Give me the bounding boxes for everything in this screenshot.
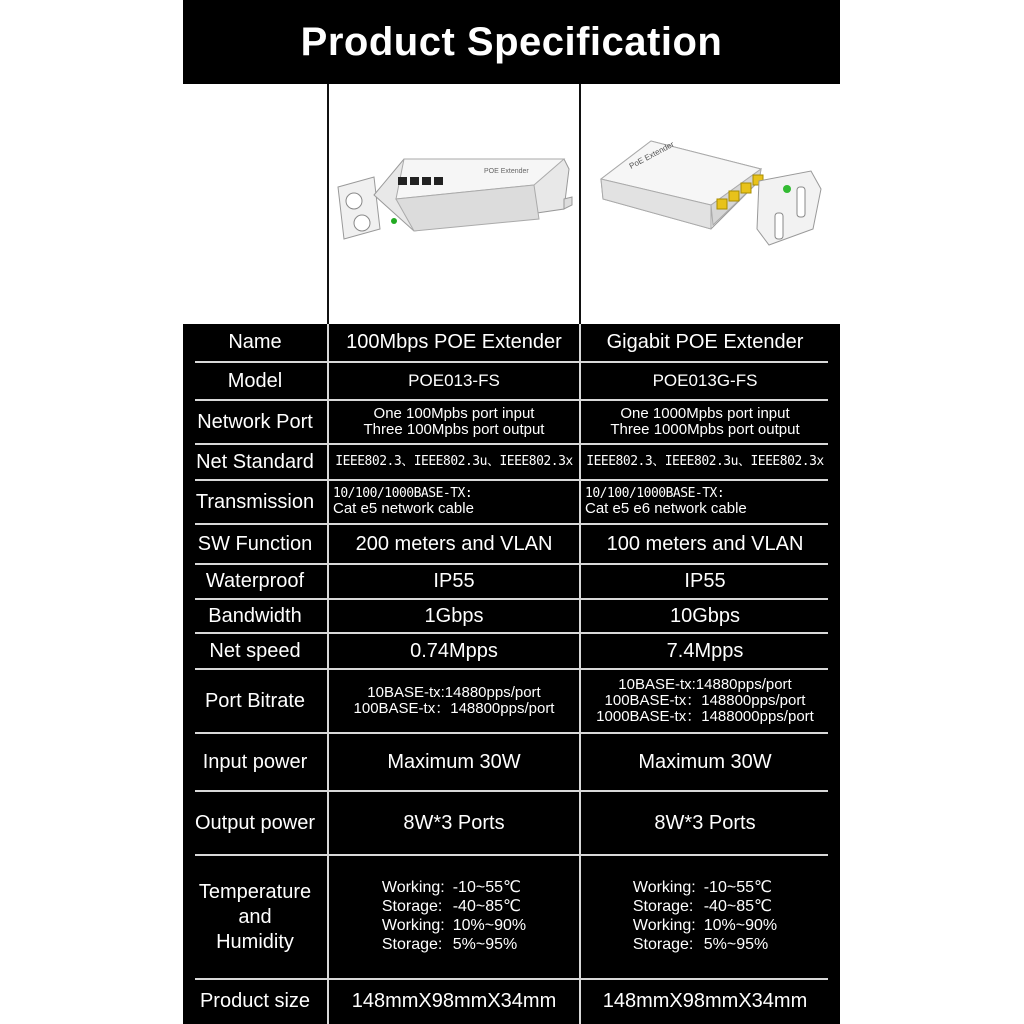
line: Humidity <box>216 930 294 953</box>
table-row <box>183 634 840 670</box>
row-label: Net speed <box>209 639 301 662</box>
value-100mbps: POE013-FS <box>408 371 500 391</box>
line: and <box>238 905 272 928</box>
value-100mbps: 200 meters and VLAN <box>355 532 553 555</box>
temp-value: 10%~90% <box>703 917 778 934</box>
value-100mbps: IEEE802.3、IEEE802.3u、IEEE802.3x <box>335 454 573 470</box>
line: Cat e5 network cable <box>333 499 474 517</box>
temp-key: Storage: <box>381 898 443 916</box>
row-label: Product size <box>199 989 311 1012</box>
table-row <box>183 445 840 481</box>
table-row <box>183 734 840 792</box>
product-images <box>183 84 840 324</box>
row-label: Transmission <box>195 490 315 513</box>
row-label: Input power <box>202 750 308 773</box>
value-gigabit: Gigabit POE Extender <box>606 331 804 353</box>
row-label <box>183 856 327 978</box>
value-100mbps: 1Gbps <box>424 604 484 627</box>
temp-key: Working: <box>381 917 445 934</box>
temp-value: -40~85℃ <box>452 898 521 916</box>
line: One 100Mpbs port input <box>373 405 535 423</box>
value-100mbps <box>329 401 579 443</box>
value-gigabit: IEEE802.3、IEEE802.3u、IEEE802.3x <box>586 454 824 470</box>
table-row <box>183 600 840 634</box>
value-100mbps <box>329 856 579 978</box>
value-100mbps: 0.74Mpps <box>410 639 498 662</box>
row-label: Port Bitrate <box>204 689 306 712</box>
page-title: Product Specification <box>300 19 723 64</box>
temp-value: -40~85℃ <box>703 898 772 916</box>
product-photo-100mbps <box>329 84 579 324</box>
value-gigabit <box>581 856 829 978</box>
row-label: Model <box>227 369 283 392</box>
line: 10/100/1000BASE-TX: <box>333 486 473 502</box>
line: Three 1000Mpbs port output <box>610 421 800 438</box>
value-gigabit <box>581 670 829 732</box>
line: Cat e5 e6 network cable <box>585 499 747 517</box>
line: 100BASE-tx：148800pps/port <box>353 700 555 717</box>
value-gigabit: 100 meters and VLAN <box>606 532 804 555</box>
table-row <box>183 980 840 1024</box>
value-100mbps: IP55 <box>433 570 475 592</box>
table-row <box>183 565 840 600</box>
row-label: Output power <box>194 811 316 834</box>
temp-key: Working: <box>381 879 445 897</box>
product-photo-gigabit <box>581 84 840 324</box>
temp-key: Storage: <box>381 935 443 953</box>
table-row <box>183 401 840 445</box>
value-100mbps <box>329 670 579 732</box>
row-label: Waterproof <box>205 570 305 592</box>
spec-table <box>183 324 840 1024</box>
value-gigabit: IP55 <box>684 570 726 592</box>
line: One 1000Mpbs port input <box>620 405 790 423</box>
line: Three 100Mpbs port output <box>363 421 545 438</box>
line: 1000BASE-tx：1488000pps/port <box>596 707 814 725</box>
line: 10BASE-tx:14880pps/port <box>618 676 792 694</box>
value-100mbps: 8W*3 Ports <box>403 811 505 834</box>
value-gigabit: Maximum 30W <box>638 750 772 773</box>
temp-value: 5%~95% <box>703 935 769 953</box>
value-gigabit <box>581 401 829 443</box>
poe-extender-icon <box>591 129 831 279</box>
table-row <box>183 856 840 980</box>
line: 100BASE-tx：148800pps/port <box>604 692 806 710</box>
poe-extender-icon <box>334 139 574 269</box>
temp-key: Storage: <box>632 935 694 953</box>
spec-sheet <box>183 0 840 1024</box>
row-label: Network Port <box>197 410 313 433</box>
table-row <box>183 363 840 401</box>
row-label: Bandwidth <box>208 604 302 627</box>
row-label: Name <box>228 331 282 353</box>
header-bar <box>183 0 840 84</box>
temp-value: 5%~95% <box>452 935 518 953</box>
value-gigabit: POE013G-FS <box>652 371 758 391</box>
temp-value: -10~55℃ <box>452 879 521 897</box>
table-row <box>183 670 840 734</box>
temp-value: 10%~90% <box>452 917 527 934</box>
value-100mbps <box>329 481 583 523</box>
value-gigabit: 148mmX98mmX34mm <box>602 989 808 1012</box>
line: 10BASE-tx:14880pps/port <box>367 684 541 702</box>
table-row <box>183 324 840 363</box>
temp-key: Working: <box>632 917 696 934</box>
svg-text:POE Extender: POE Extender <box>484 168 529 175</box>
temp-key: Working: <box>632 879 696 897</box>
value-100mbps: Maximum 30W <box>387 750 521 773</box>
value-100mbps: 148mmX98mmX34mm <box>351 989 557 1012</box>
table-row <box>183 792 840 856</box>
row-label: Net Standard <box>196 450 314 473</box>
svg-text:PoE Extender: PoE Extender <box>627 139 676 171</box>
table-row <box>183 481 840 525</box>
line: Temperature <box>198 880 312 903</box>
line: 10/100/1000BASE-TX: <box>585 486 725 502</box>
table-row <box>183 525 840 565</box>
temp-key: Storage: <box>632 898 694 916</box>
value-gigabit: 10Gbps <box>669 604 741 627</box>
value-gigabit: 7.4Mpps <box>666 639 744 662</box>
value-gigabit <box>581 481 833 523</box>
temp-value: -10~55℃ <box>703 879 772 897</box>
row-label: SW Function <box>197 532 313 555</box>
value-gigabit: 8W*3 Ports <box>654 811 756 834</box>
value-100mbps: 100Mbps POE Extender <box>346 331 562 353</box>
